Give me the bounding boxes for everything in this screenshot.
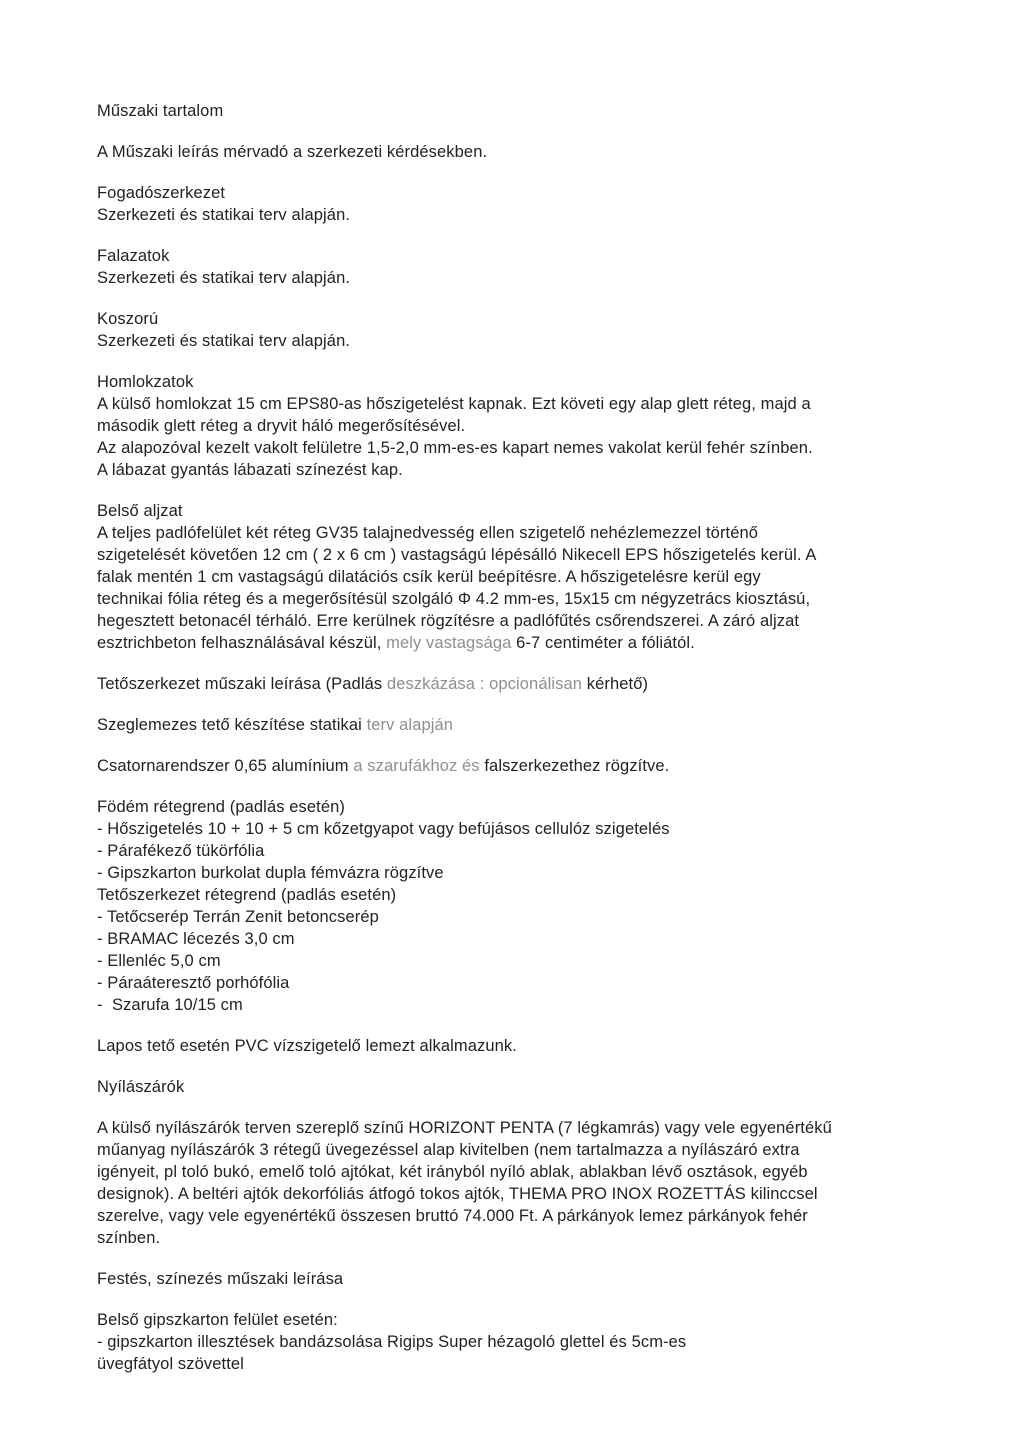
text-run: mely vastagsága [386,634,512,652]
paragraph [97,245,936,289]
paragraph [97,1268,936,1290]
paragraph [97,100,936,122]
text-line [97,500,936,522]
text-run: 6-7 centiméter a fóliától. [511,634,695,652]
text-run: Födém rétegrend (padlás esetén) [97,798,345,816]
text-line [97,371,936,393]
paragraph [97,371,936,481]
text-line [97,415,936,437]
text-line [97,1139,936,1161]
text-line [97,204,936,226]
text-line [97,1117,936,1139]
text-run: hegesztett betonacél térháló. Erre kerülnek rögzítésre a padlófűtés csőrendszerei. A záró aljzat [97,612,800,630]
text-run: színben. [97,1229,161,1247]
text-run: - Gipszkarton burkolat dupla fémvázra rögzítve [97,864,444,882]
text-run: - Páraáteresztő porhófólia [97,974,290,992]
paragraph [97,1309,936,1375]
text-run: a szarufákhoz és [353,757,480,775]
text-run: Homlokzatok [97,373,194,391]
text-run: Koszorú [97,310,159,328]
text-line [97,714,936,736]
text-line [97,994,936,1016]
text-line [97,796,936,818]
text-line [97,1331,936,1353]
text-run: - Hőszigetelés 10 + 10 + 5 cm kőzetgyapot vagy befújásos cellulóz szigetelés [97,820,670,838]
text-line [97,928,936,950]
text-line [97,522,936,544]
text-run: - Párafékező tükörfólia [97,842,265,860]
text-line [97,1076,936,1098]
text-run: A teljes padlófelület két réteg GV35 talajnedvesség ellen szigetelő nehézlemezzel történő [97,524,759,542]
text-run: terv alapján [366,716,454,734]
text-run: üvegfátyol szövettel [97,1355,244,1373]
text-line [97,818,936,840]
text-line [97,393,936,415]
text-line [97,632,936,654]
text-line [97,950,936,972]
text-line [97,972,936,994]
text-run: Szerkezeti és statikai terv alapján. [97,206,351,224]
text-run: falak mentén 1 cm vastagságú dilatációs csík kerül beépítésre. A hőszigetelésre kerül egy [97,568,761,586]
paragraph [97,673,936,695]
text-line [97,588,936,610]
text-line [97,862,936,884]
text-run: Az alapozóval kezelt vakolt felületre 1,5-2,0 mm-es-es kapart nemes vakolat kerül fehér színben. [97,439,813,457]
text-line [97,308,936,330]
text-run: Tetőszerkezet rétegrend (padlás esetén) [97,886,397,904]
text-run: kérhető) [582,675,649,693]
text-line [97,1035,936,1057]
text-run: - Tetőcserép Terrán Zenit betoncserép [97,908,379,926]
text-run: - Szarufa 10/15 cm [97,996,243,1014]
text-run: Lapos tető esetén PVC vízszigetelő lemezt alkalmazunk. [97,1037,517,1055]
text-run: Festés, színezés műszaki leírása [97,1270,344,1288]
paragraph [97,1117,936,1249]
text-run: Szerkezeti és statikai terv alapján. [97,332,351,350]
text-run: második glett réteg a dryvit háló megerősítésével. [97,417,466,435]
text-run: deszkázása : opcionálisan [386,675,583,693]
text-line [97,610,936,632]
text-line [97,755,936,777]
text-run: Szeglemezes tető készítése statikai [97,716,367,734]
text-run: A Műszaki leírás mérvadó a szerkezeti kérdésekben. [97,143,488,161]
text-run: A külső homlokzat 15 cm EPS80-as hőszigetelést kapnak. Ezt követi egy alap glett réteg, majd a [97,395,811,413]
text-run: designok). A beltéri ajtók dekorfóliás átfogó tokos ajtók, THEMA PRO INOX ROZETTÁS kilinccsel [97,1185,818,1203]
paragraph [97,182,936,226]
text-run: Nyílászárók [97,1078,185,1096]
text-run: esztrichbeton felhasználásával készül, [97,634,387,652]
text-line [97,245,936,267]
text-line [97,673,936,695]
text-line [97,884,936,906]
text-line [97,1309,936,1331]
paragraph [97,1076,936,1098]
text-run: Belső aljzat [97,502,183,520]
text-line [97,100,936,122]
text-run: - gipszkarton illesztések bandázsolása Rigips Super hézagoló glettel és 5cm-es [97,1333,687,1351]
text-run: A külső nyílászárók terven szereplő színű HORIZONT PENTA (7 légkamrás) vagy vele egyenértékű [97,1119,832,1137]
text-run: Belső gipszkarton felület esetén: [97,1311,338,1329]
text-line [97,544,936,566]
text-line [97,141,936,163]
paragraph [97,796,936,1016]
text-line [97,182,936,204]
text-line [97,1268,936,1290]
text-run: szigetelését követően 12 cm ( 2 x 6 cm ) vastagságú lépésálló Nikecell EPS hőszigetelés kerül. A [97,546,817,564]
paragraph [97,308,936,352]
paragraph [97,500,936,654]
text-line [97,267,936,289]
text-line [97,437,936,459]
text-run: - Ellenléc 5,0 cm [97,952,221,970]
text-run: Tetőszerkezet műszaki leírása (Padlás [97,675,387,693]
text-run: Szerkezeti és statikai terv alapján. [97,269,351,287]
text-line [97,906,936,928]
text-run: Falazatok [97,247,170,265]
paragraph [97,141,936,163]
text-run: Csatornarendszer 0,65 alumínium [97,757,354,775]
text-run: - BRAMAC lécezés 3,0 cm [97,930,295,948]
text-line [97,1205,936,1227]
text-run: falszerkezethez rögzítve. [479,757,670,775]
text-run: Műszaki tartalom [97,102,224,120]
text-line [97,1161,936,1183]
text-run: igényeit, pl toló bukó, emelő toló ajtókat, két irányból nyíló ablak, ablakban lévő osztások, egyéb [97,1163,808,1181]
text-run: műanyag nyílászárók 3 rétegű üvegezéssel alap kivitelben (nem tartalmazza a nyílászáró extra [97,1141,800,1159]
text-run: Fogadószerkezet [97,184,226,202]
text-line [97,1227,936,1249]
text-run: szerelve, vagy vele egyenértékű összesen bruttó 74.000 Ft. A párkányok lemez párkányok fehér [97,1207,808,1225]
text-line [97,459,936,481]
text-line [97,1183,936,1205]
text-run: technikai fólia réteg és a megerősítésül szolgáló Φ 4.2 mm-es, 15x15 cm négyzetrács kiosztású, [97,590,811,608]
document-content [97,100,936,1375]
paragraph [97,714,936,736]
paragraph [97,755,936,777]
text-line [97,1353,936,1375]
paragraph [97,1035,936,1057]
text-run: A lábazat gyantás lábazati színezést kap. [97,461,403,479]
text-line [97,330,936,352]
text-line [97,566,936,588]
text-line [97,840,936,862]
